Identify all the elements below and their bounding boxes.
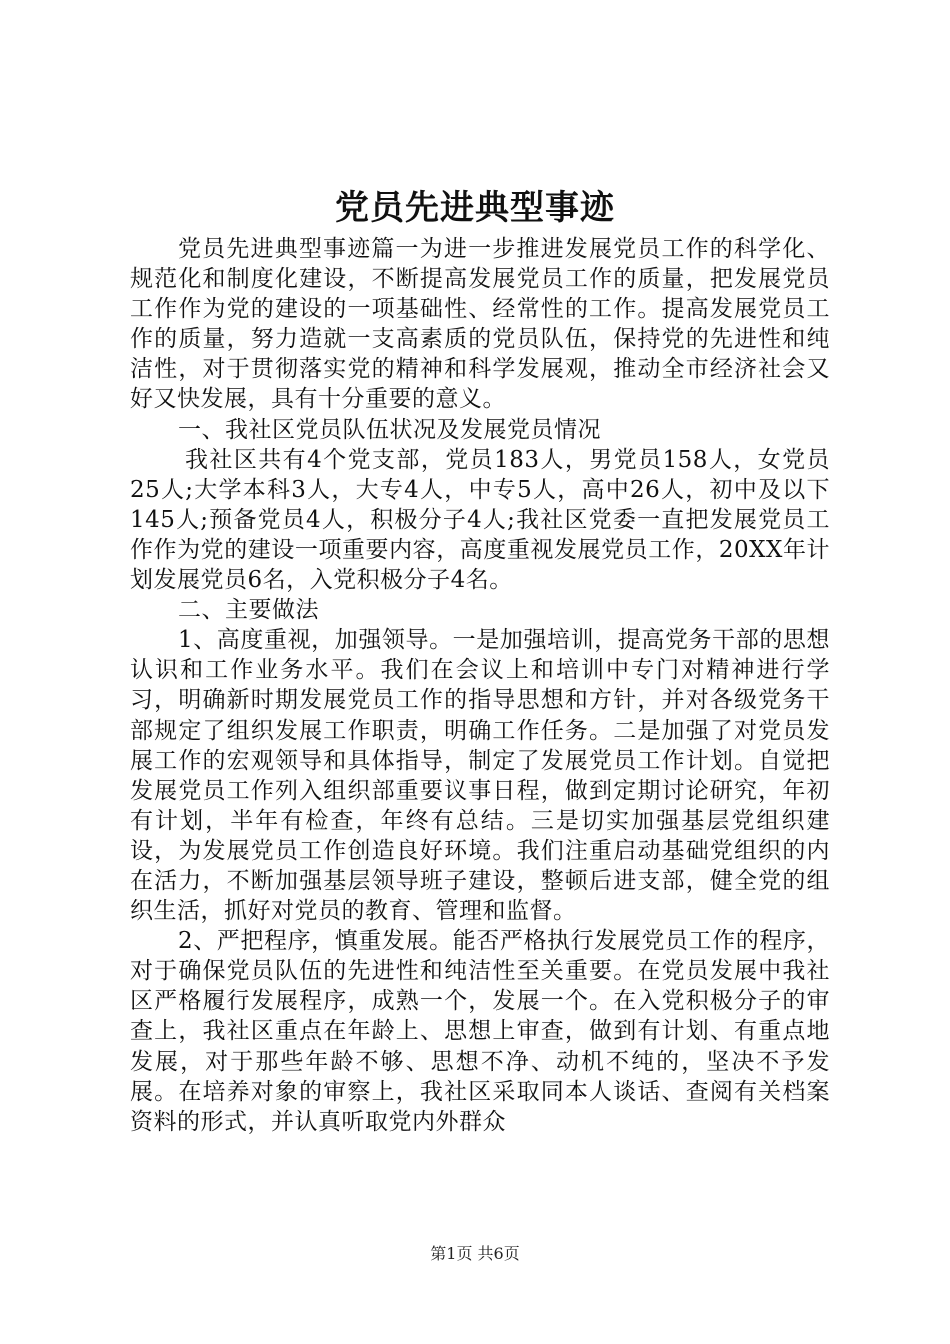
section-heading-1: 一、我社区党员队伍状况及发展党员情况 <box>178 416 601 443</box>
section-heading-2: 二、主要做法 <box>178 597 319 624</box>
document-body <box>130 234 830 1137</box>
paragraph-party-member-status: 我社区共有4个党支部，党员183人，男党员158人，女党员25人;大学本科3人，大专4人，中专5人，高中26人，初中及以下145人;预备党员4人，积极分子4人;我社区党委一直把发展党员工作作为党的建设一项重要内容，高度重视发展党员工作，20XX年计划发展党员6名，入党积极分子4名。 <box>130 446 830 594</box>
paragraph-leadership: 1、高度重视，加强领导。一是加强培训，提高党务干部的思想认识和工作业务水平。我们在会议上和培训中专门对精神进行学习，明确新时期发展党员工作的指导思想和方针，并对各级党务干部规定了组织发展工作职责，明确工作任务。二是加强了对党员发展工作的宏观领导和具体指导，制定了发展党员工作计划。自觉把发展党员工作列入组织部重要议事日程，做到定期讨论研究，年初有计划，半年有检查，年终有总结。三是切实加强基层党组织建设，为发展党员工作创造良好环境。我们注重启动基础党组织的内在活力，不断加强基层领导班子建设，整顿后进支部，健全党的组织生活，抓好对党员的教育、管理和监督。 <box>130 627 830 925</box>
paragraph-procedure: 2、严把程序，慎重发展。能否严格执行发展党员工作的程序，对于确保党员队伍的先进性和纯洁性至关重要。在党员发展中我社区严格履行发展程序，成熟一个，发展一个。在入党积极分子的审查上，我社区重点在年龄上、思想上审查，做到有计划、有重点地发展，对于那些年龄不够、思想不净、动机不纯的，坚决不予发展。在培养对象的审察上，我社区采取同本人谈话、查阅有关档案资料的形式，并认真听取党内外群众 <box>130 928 830 1135</box>
page-number: 第1页 共6页 <box>430 1244 520 1263</box>
document-title: 党员先进典型事迹 <box>335 188 615 228</box>
paragraph-intro: 党员先进典型事迹篇一为进一步推进发展党员工作的科学化、规范化和制度化建设，不断提高发展党员工作的质量，把发展党员工作作为党的建设的一项基础性、经常性的工作。提高发展党员工作的质量，努力造就一支高素质的党员队伍，保持党的先进性和纯洁性，对于贯彻落实党的精神和科学发展观，推动全市经济社会又好又快发展，具有十分重要的意义。 <box>130 236 830 413</box>
